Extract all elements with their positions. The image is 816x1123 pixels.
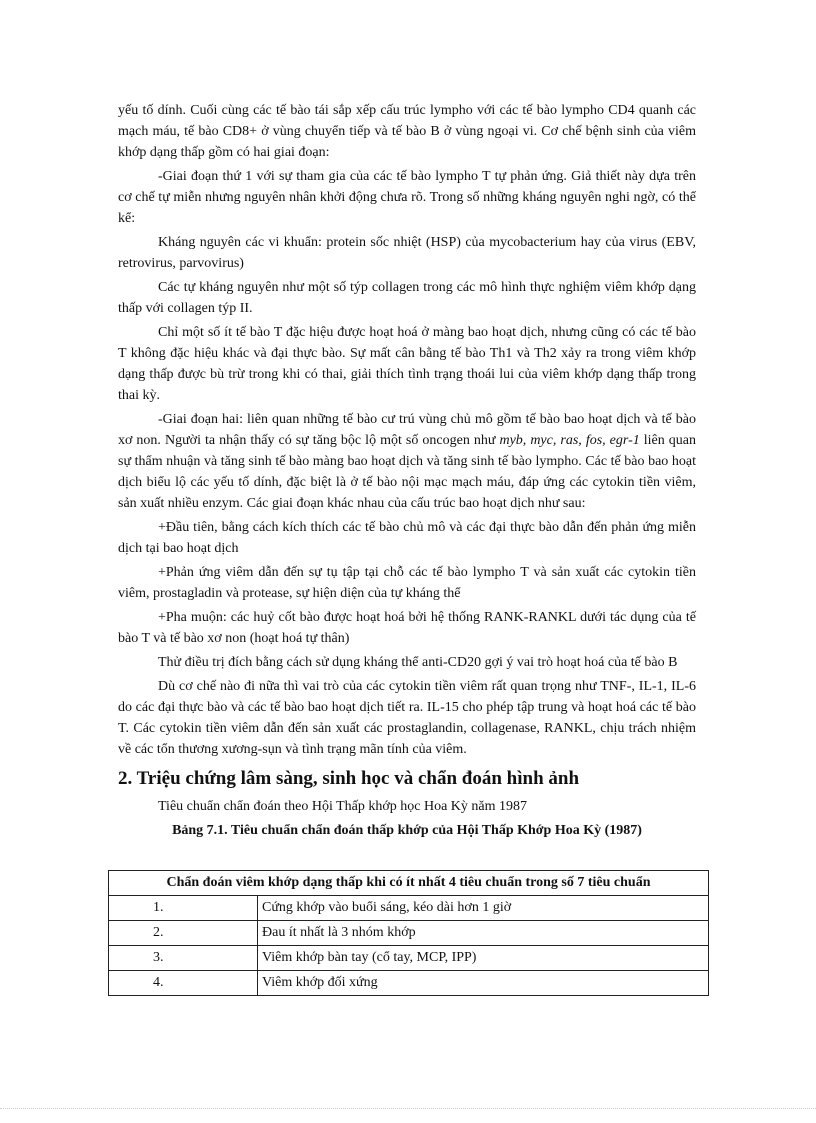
table-header-row: [109, 871, 709, 896]
table-row: [109, 946, 709, 971]
paragraph-text: liên quan sự thẩm nhuận và tăng sinh tế bào màng bao hoạt dịch và tăng sinh tế bào lympho. Các tế bào bao hoạt dịch biểu lộ các yếu tố dính, đặc biệt là ở tế bào nội mạc mạch máu, đáp ứng các cytokin tiền viêm, sản xuất nhiều enzym. Các giai đoạn khác nhau của cấu trúc bao hoạt dịch như sau:: [118, 433, 697, 511]
section-heading: 2. Triệu chứng lâm sàng, sinh học và chẩn đoán hình ảnh: [118, 768, 580, 789]
table-row: [109, 971, 709, 996]
paragraph: Thử điều trị đích bằng cách sử dụng kháng thể anti-CD20 gợi ý vai trò hoạt hoá của tế bào B: [158, 655, 678, 670]
body-text: [118, 100, 696, 843]
row-number: 2.: [109, 921, 258, 946]
criteria-table: [108, 870, 709, 996]
section-intro: Tiêu chuẩn chẩn đoán theo Hội Thấp khớp học Hoa Kỳ năm 1987: [158, 799, 528, 814]
paragraph: +Đầu tiên, bằng cách kích thích các tế bào chủ mô và các đại thực bào dẫn đến phản ứng miễn dịch tại bao hoạt dịch: [118, 520, 696, 556]
table-row: [109, 896, 709, 921]
paragraph: Dù cơ chế nào đi nữa thì vai trò của các cytokin tiền viêm rất quan trọng như TNF-, IL-1, IL-6 do các đại thực bào và các tế bào bao hoạt dịch tiết ra. IL-15 cho phép tập trung và hoạt hoá các tế bào T. Các cytokin tiền viêm dẫn đến sản xuất các prostaglandin, collagenase, RANKL, chịu trách nhiệm về các tổn thương xương-sụn và tình trạng mãn tính của viêm.: [118, 679, 696, 757]
page-bottom-divider: [0, 1108, 816, 1109]
table-row: [109, 921, 709, 946]
table-caption: Bảng 7.1. Tiêu chuẩn chẩn đoán thấp khớp của Hội Thấp Khớp Hoa Kỳ (1987): [172, 823, 642, 838]
paragraph: -Giai đoạn thứ 1 với sự tham gia của các tế bào lympho T tự phản ứng. Giả thiết này dựa trên cơ chế tự miễn nhưng nguyên nhân khởi động chưa rõ. Trong số những kháng nguyên nghi ngờ, có thể kể:: [118, 169, 696, 226]
paragraph-text: -Giai đoạn hai: liên quan những tế bào cư trú vùng chủ mô gồm tế bào bao hoạt dịch và tế bào xơ non. Người ta nhận thấy có sự tăng bộc lộ một số oncogen như: [118, 412, 696, 448]
row-criterion: Cứng khớp vào buổi sáng, kéo dài hơn 1 giờ: [258, 896, 709, 921]
paragraph: [118, 409, 696, 514]
row-number: 3.: [109, 946, 258, 971]
row-criterion: Viêm khớp đối xứng: [258, 971, 709, 996]
paragraph: Kháng nguyên các vi khuẩn: protein sốc nhiệt (HSP) của mycobacterium hay của virus (EBV, retrovirus, parvovirus): [118, 235, 696, 271]
paragraph: +Pha muộn: các huỷ cốt bào được hoạt hoá bởi hệ thống RANK-RANKL dưới tác dụng của tế bào T và tế bào xơ non (hoạt hoá tự thân): [118, 610, 696, 646]
paragraph: +Phản ứng viêm dẫn đến sự tụ tập tại chỗ các tế bào lympho T và sản xuất các cytokin tiền viêm, prostagladin và protease, sự hiện diện của tự kháng thể: [118, 565, 696, 601]
paragraph: Chỉ một số ít tế bào T đặc hiệu được hoạt hoá ở màng bao hoạt dịch, nhưng cũng có các tế bào T không đặc hiệu khác và đại thực bào. Sự mất cân bằng tế bào Th1 và Th2 xảy ra trong viêm khớp dạng thấp được bù trừ trong khi có thai, giải thích tình trạng thoái lui của viêm khớp dạng thấp trong thai kỳ.: [118, 325, 696, 403]
row-criterion: Viêm khớp bàn tay (cổ tay, MCP, IPP): [258, 946, 709, 971]
row-number: 1.: [109, 896, 258, 921]
paragraph: Các tự kháng nguyên như một số týp collagen trong các mô hình thực nghiệm viêm khớp dạng thấp với collagen týp II.: [118, 280, 696, 316]
paragraph: yếu tố dính. Cuối cùng các tế bào tái sắp xếp cấu trúc lympho với các tế bào lympho CD4 quanh các mạch máu, tế bào CD8+ ở vùng chuyển tiếp và tế bào B ở vùng ngoại vi. Cơ chế bệnh sinh của viêm khớp dạng thấp gồm có hai giai đoạn:: [118, 103, 696, 160]
row-number: 4.: [109, 971, 258, 996]
oncogene-list: myb, myc, ras, fos, egr-1: [499, 433, 640, 448]
table-header: Chẩn đoán viêm khớp dạng thấp khi có ít nhất 4 tiêu chuẩn trong số 7 tiêu chuẩn: [109, 871, 709, 896]
row-criterion: Đau ít nhất là 3 nhóm khớp: [258, 921, 709, 946]
